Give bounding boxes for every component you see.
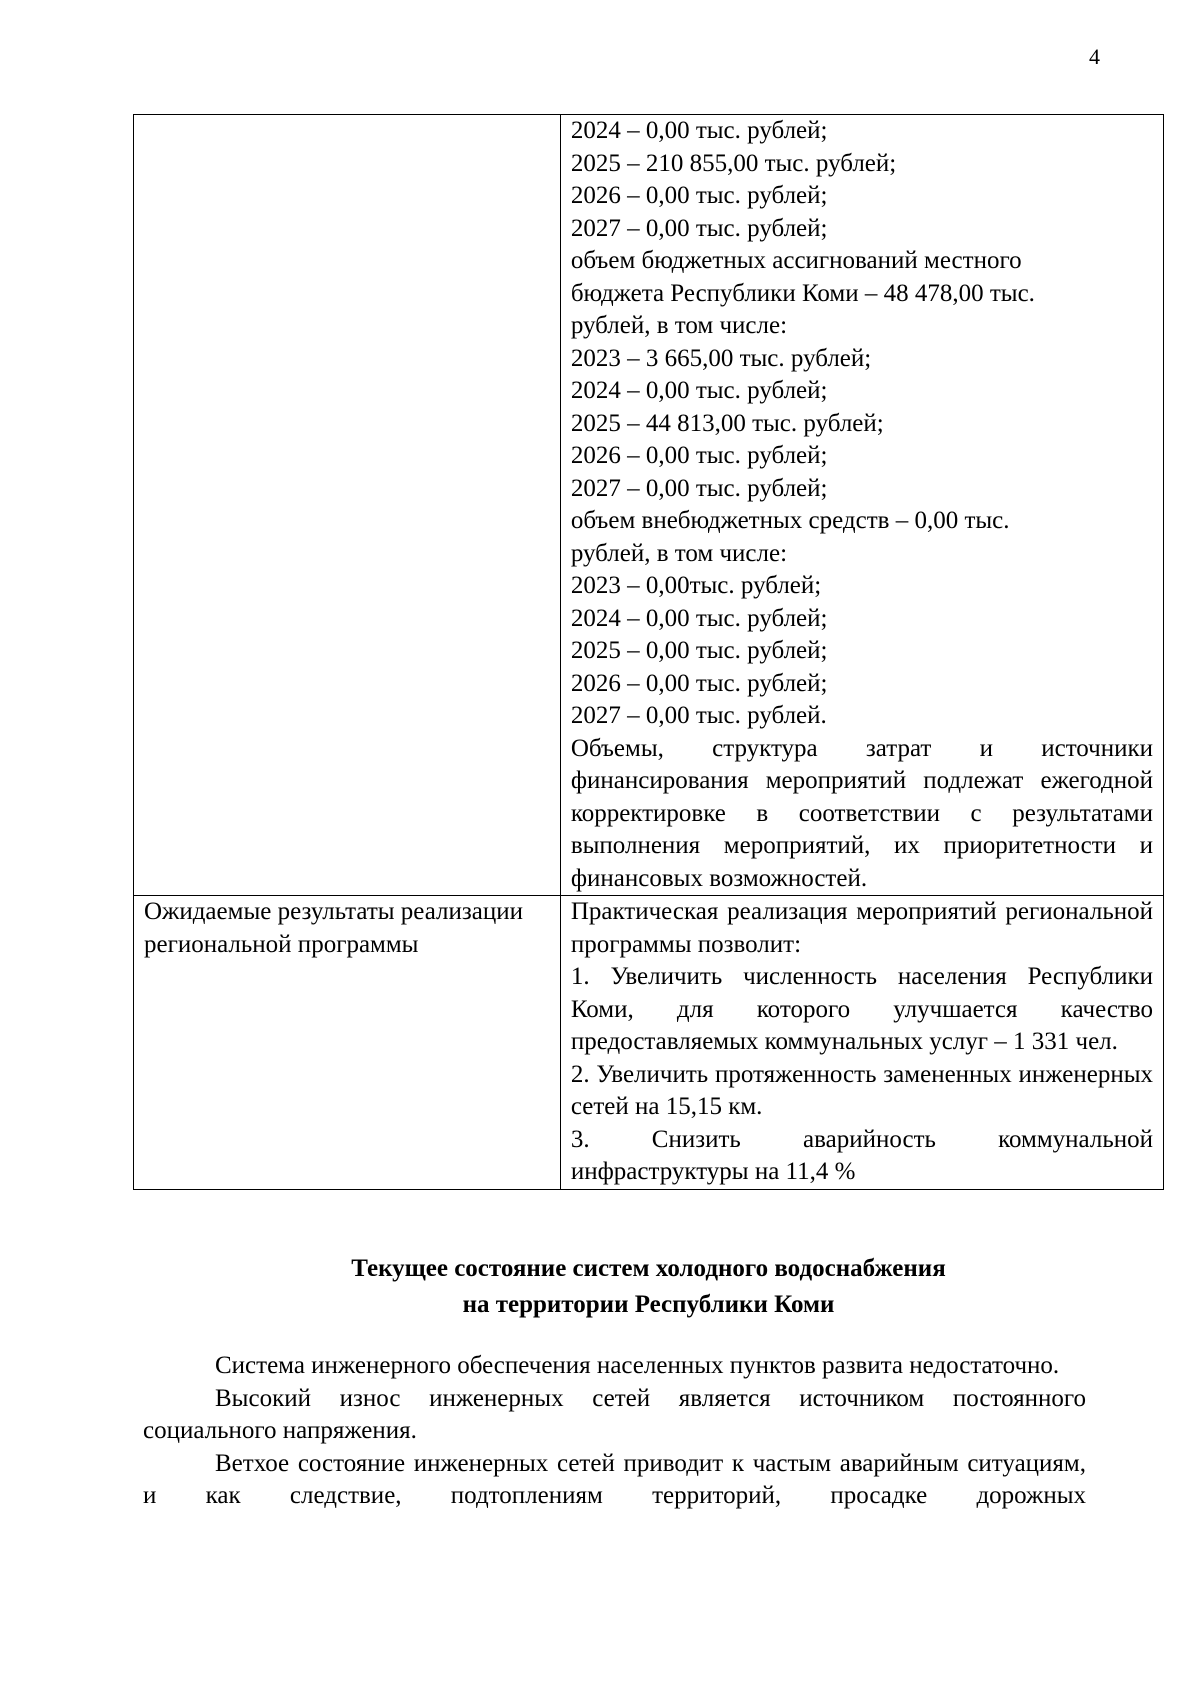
paragraph: Высокий износ инженерных сетей является источником постоянного социального напряжения. bbox=[143, 1384, 1086, 1444]
funding-line: 2023 – 0,00тыс. рублей; bbox=[570, 572, 822, 599]
funding-details-cell bbox=[560, 115, 1163, 896]
page-number: 4 bbox=[1089, 44, 1100, 69]
funding-line: 2027 – 0,00 тыс. рублей; bbox=[570, 474, 828, 502]
results-intro: Практическая реализация мероприятий региональной программы позволит: bbox=[570, 898, 1153, 958]
funding-line: 2024 – 0,00 тыс. рублей; bbox=[570, 377, 828, 404]
funding-line: 2027 – 0,00 тыс. рублей. bbox=[570, 702, 827, 729]
result-item: 2. Увеличить протяженность замененных инженерных сетей на 15,15 км. bbox=[570, 1060, 1153, 1120]
funding-line: объем бюджетных ассигнований местного bbox=[570, 247, 1022, 274]
program-passport-table bbox=[133, 114, 1164, 1190]
funding-line: 2026 – 0,00 тыс. рублей; bbox=[570, 182, 828, 209]
section-title-line: на территории Республики Коми bbox=[462, 1291, 835, 1318]
funding-line: 2026 – 0,00 тыс. рублей; bbox=[570, 669, 828, 697]
funding-line: 2023 – 3 665,00 тыс. рублей; bbox=[570, 344, 872, 372]
funding-line: бюджета Республики Коми – 48 478,00 тыс. bbox=[570, 279, 1035, 307]
result-item: 1. Увеличить численность населения Республики Коми, для которого улучшается качество предоставляемых коммунальных услуг – 1 331 чел. bbox=[570, 963, 1153, 1055]
expected-results-cell bbox=[560, 896, 1163, 1190]
funding-line: 2024 – 0,00 тыс. рублей; bbox=[570, 117, 828, 144]
funding-note: Объемы, структура затрат и источники финансирования мероприятий подлежат ежегодной корректировке в соответствии с результатами выполнения мероприятий, их приоритетности и финансовых возможностей. bbox=[570, 734, 1153, 892]
funding-line: 2024 – 0,00 тыс. рублей; bbox=[570, 604, 828, 632]
funding-line: 2026 – 0,00 тыс. рублей; bbox=[570, 442, 828, 469]
table-row bbox=[134, 115, 1164, 896]
funding-line: 2025 – 44 813,00 тыс. рублей; bbox=[570, 409, 884, 437]
section-title bbox=[133, 1251, 1164, 1323]
funding-line: 2025 – 210 855,00 тыс. рублей; bbox=[570, 149, 897, 177]
paragraph: Ветхое состояние инженерных сетей приводит к частым аварийным ситуациям, и как следствие, подтоплениям территорий, просадке дорожных bbox=[143, 1449, 1086, 1509]
funding-line: 2025 – 0,00 тыс. рублей; bbox=[570, 637, 828, 664]
funding-line: рублей, в том числе: bbox=[570, 539, 788, 567]
section-title-line: Текущее состояние систем холодного водоснабжения bbox=[351, 1255, 946, 1282]
paragraph: Система инженерного обеспечения населенных пунктов развита недостаточно. bbox=[215, 1352, 1060, 1379]
funding-line: объем внебюджетных средств – 0,00 тыс. bbox=[570, 507, 1010, 534]
table-cell-label bbox=[134, 115, 561, 896]
result-item: 3. Снизить аварийность коммунальной инфраструктуры на 11,4 % bbox=[570, 1125, 1153, 1185]
funding-line: рублей, в том числе: bbox=[570, 312, 788, 339]
body-text bbox=[143, 1350, 1086, 1513]
funding-line: 2027 – 0,00 тыс. рублей; bbox=[570, 214, 828, 242]
table-row bbox=[134, 896, 1164, 1190]
expected-results-label: Ожидаемые результаты реализации региональной программы bbox=[134, 896, 561, 1190]
